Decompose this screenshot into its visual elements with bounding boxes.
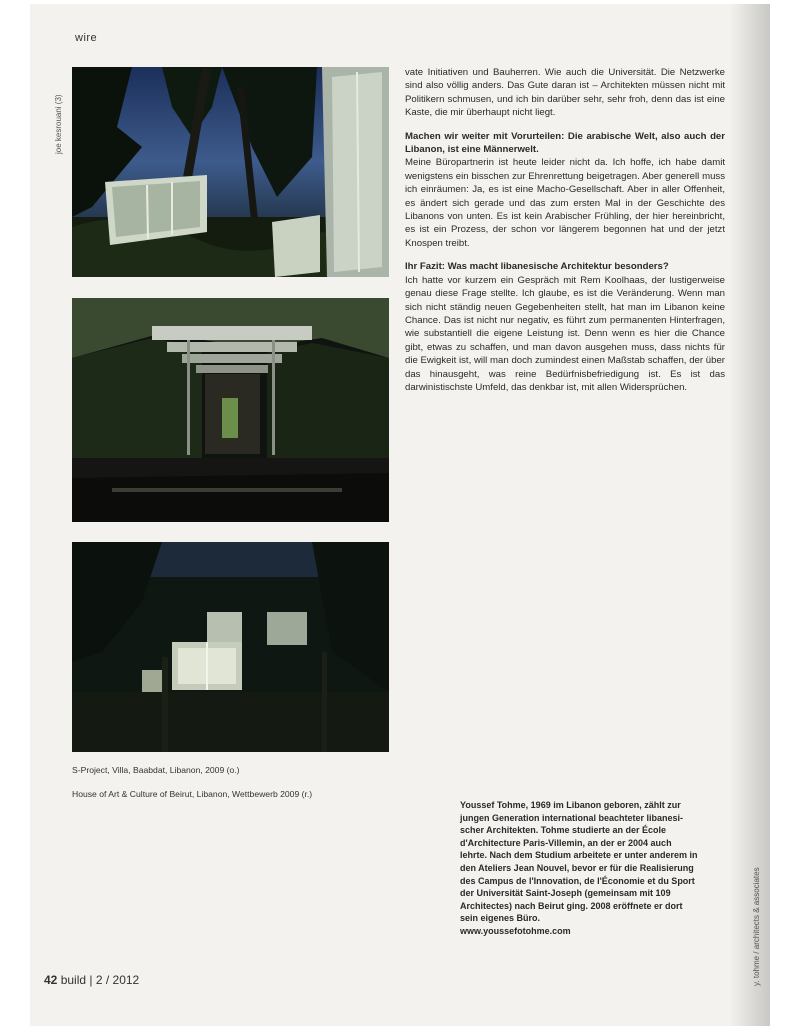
interview-answer: Ich hatte vor kurzem ein Gespräch mit Rem Koolhaas, der lustigerweise genau diese Frage stellte. Ich glaube, es ist die Veränderung. Wenn man sich nicht ständig neuen Gegebenheiten stellt, hat man im Libanon keine Chance. Das ist nicht nur negativ, es führt zum permanenten Hinterfragen, wie substantiell die eigene Leistung ist. Denn wenn es hier die Chance gibt, etwas zu schaffen, und man davon ausgehen muss, dass nichts für die Ewigkeit ist, will man doch zumindest einen Maßstab schaffen, der über das hinausgeht, was reine Bedürfnisbefriedigung ist. Es ist das darwinistischste Umfeld, das denkbar ist, mit allen Widersprüchen. [405,274,725,393]
interview-block [405,130,725,251]
interview-question: Machen wir weiter mit Vorurteilen: Die arabische Welt, also auch der Libanon, ist eine Männerwelt. [405,130,725,156]
photo-culture-house [72,298,389,522]
page-edge-shadow [730,4,770,1026]
photo-villa-night [72,67,389,277]
issue-number: | 2 / 2012 [89,973,140,987]
interview-question: Ihr Fazit: Was macht libanesische Architektur besonders? [405,261,669,273]
caption-house-of-art: House of Art & Culture of Beirut, Libanon, Wettbewerb 2009 (r.) [72,789,313,799]
section-label: wire [75,32,98,44]
magazine-page [30,4,770,1026]
paragraph: vate Initiativen und Bauherren. Wie auch die Universität. Die Netzwerke sind also völlig anders. Das Gute daran ist – Architekten müssen nicht mit Politikern schmusen, und ich bin darüber sehr, sehr froh, denn das ist eine Kaste, die mir überhaupt nicht liegt. [405,67,725,119]
bio-text: Youssef Tohme, 1969 im Libanon geboren, zählt zur jungen Generation international beachteter libanesischer Architekten. Tohme studierte an der École d'Architecture Paris-Villemin, an der er 2004 auch lehrte. Nach dem Studium arbeitete er unter anderem in den Ateliers Jean Nouvel, bevor er für die Realisierung des Campus de l'Innovation, de l'Économie et du Sport der Universität Saint-Joseph (gemeinsam mit 109 Architectes) nach Beirut ging. 2008 eröffnete er dort sein eigenes Büro. [460,800,698,924]
article-text [405,66,725,404]
interview-block [405,260,725,394]
page-number: 42 [44,973,58,987]
bio-url[interactable]: www.youssefotohme.com [460,925,571,936]
photo-credit-right: y. tohme / architects & associates [752,867,761,986]
interview-answer: Meine Büropartnerin ist heute leider nicht da. Ich hoffe, ich habe damit wenigstens ein bisschen zur Ehrenrettung beigetragen. Aber generell muss ich einräumen: Ja, es ist eine Macho-Gesellschaft. Aber in aller Offenheit, es ändert sich gerade und das zum ersten Mal in der Geschichte des Libanons von unten. Es ist kein Arabischer Frühling, der hier hereinbricht, es ist ein Prozess, der schon vor längerem begonnen hat und der jetzt Knospen treibt. [405,157,725,249]
author-bio [460,799,700,938]
page-footer [44,973,139,987]
photo-villa-forest [72,542,389,752]
photo-credit-left: joe kesrouani (3) [54,94,63,154]
caption-s-project: S-Project, Villa, Baabdat, Libanon, 2009 (o.) [72,765,240,775]
magazine-name: build [60,973,87,987]
